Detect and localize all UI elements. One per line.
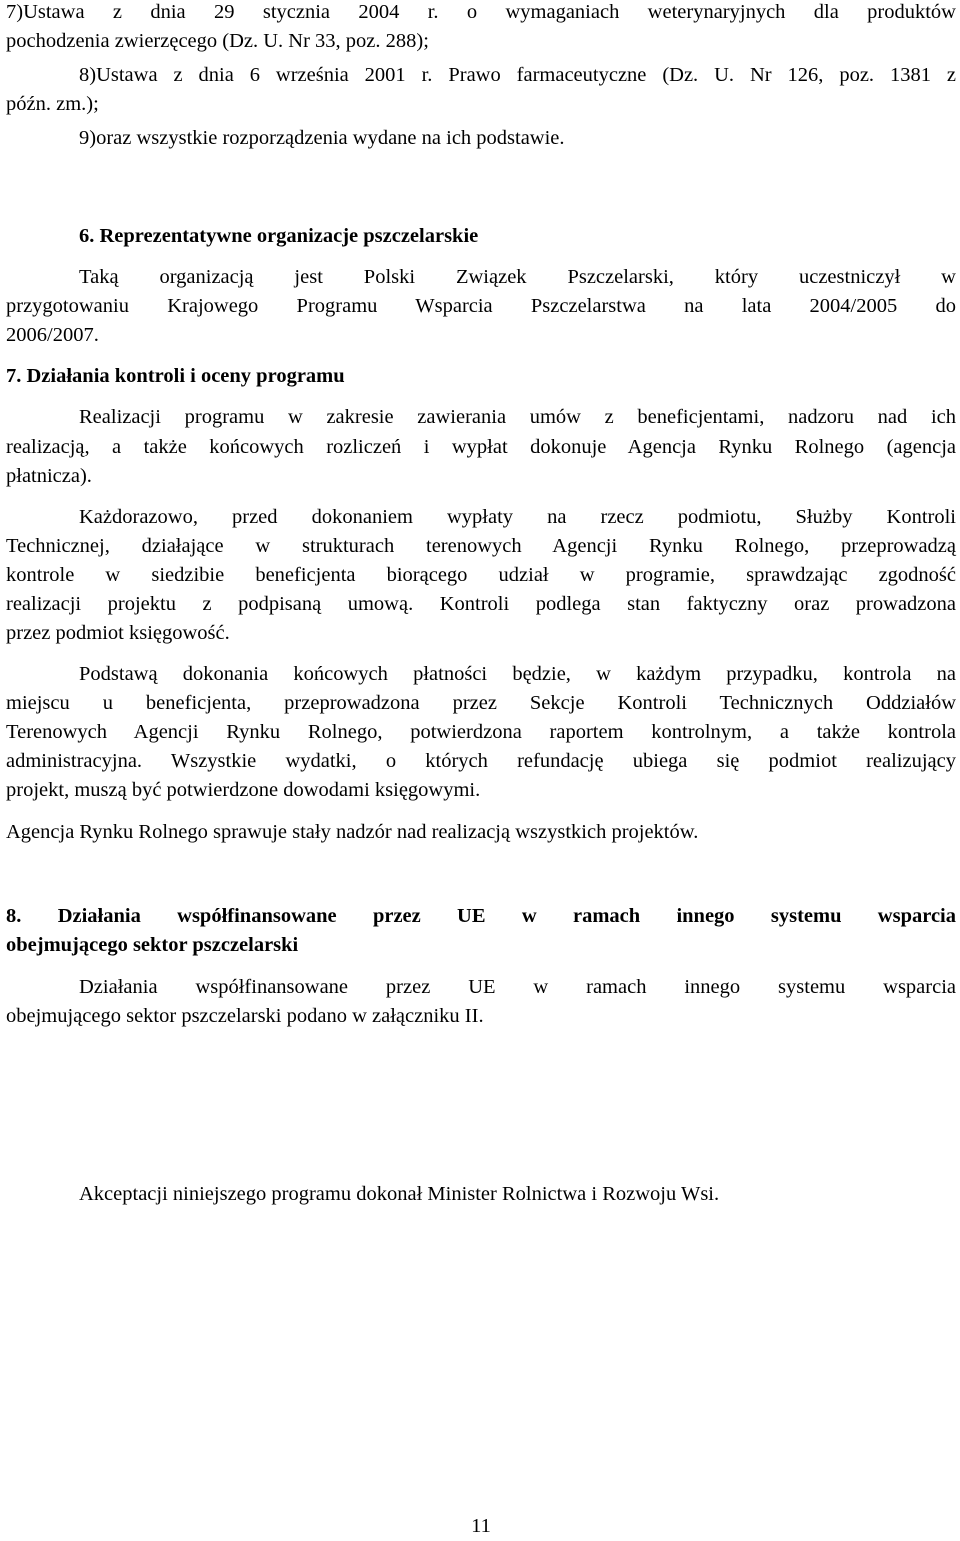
section-7-heading: 7. Działania kontroli i oceny programu: [6, 365, 345, 387]
section-7-paragraph-2-line-3: kontrole w siedzibie beneficjenta biorącego udział w programie, sprawdzając zgodność: [6, 564, 956, 586]
section-7-paragraph-1-line-2: realizacją, a także końcowych rozliczeń i wypłat dokonuje Agencja Rynku Rolnego (agencja: [6, 436, 956, 458]
page-number: 11: [471, 1515, 491, 1537]
closing-statement: Akceptacji niniejszego programu dokonał Minister Rolnictwa i Rozwoju Wsi.: [79, 1183, 720, 1205]
section-8-heading-line-1: 8. Działania współfinansowane przez UE w ramach innego systemu wsparcia: [6, 905, 956, 927]
list-item-8-line-2: późn. zm.);: [6, 93, 99, 115]
section-7-paragraph-1-line-3: płatnicza).: [6, 465, 92, 487]
section-6-heading: 6. Reprezentatywne organizacje pszczelarskie: [79, 225, 479, 247]
section-7-paragraph-2-line-1: Każdorazowo, przed dokonaniem wypłaty na rzecz podmiotu, Służby Kontroli: [79, 506, 956, 528]
section-7-paragraph-1-line-1: Realizacji programu w zakresie zawierania umów z beneficjentami, nadzoru nad ich: [79, 406, 956, 428]
section-7-paragraph-2-line-2: Technicznej, działające w strukturach terenowych Agencji Rynku Rolnego, przeprowadzą: [6, 535, 956, 557]
section-7-paragraph-2-line-4: realizacji projektu z podpisaną umową. Kontroli podlega stan faktyczny oraz prowadzona: [6, 593, 956, 615]
section-7-paragraph-3-line-2: miejscu u beneficjenta, przeprowadzona przez Sekcje Kontroli Technicznych Oddziałów: [6, 692, 956, 714]
section-7-paragraph-3-line-3: Terenowych Agencji Rynku Rolnego, potwierdzona raportem kontrolnym, a także kontrola: [6, 721, 956, 743]
list-item-7-line-1: 7)Ustawa z dnia 29 stycznia 2004 r. o wymaganiach weterynaryjnych dla produktów: [6, 1, 956, 23]
section-8-paragraph-line-1: Działania współfinansowane przez UE w ramach innego systemu wsparcia: [79, 976, 956, 998]
section-7-paragraph-3-line-1: Podstawą dokonania końcowych płatności będzie, w każdym przypadku, kontrola na: [79, 663, 956, 685]
section-7-paragraph-2-line-5: przez podmiot księgowość.: [6, 622, 230, 644]
section-8-heading-line-2: obejmującego sektor pszczelarski: [6, 934, 299, 956]
list-item-8-line-1: 8)Ustawa z dnia 6 września 2001 r. Prawo farmaceutyczne (Dz. U. Nr 126, poz. 1381 z: [79, 64, 956, 86]
section-6-paragraph-line-3: 2006/2007.: [6, 324, 99, 346]
section-7-paragraph-3-line-4: administracyjna. Wszystkie wydatki, o których refundację ubiega się podmiot realizujący: [6, 750, 956, 772]
section-6-paragraph-line-2: przygotowaniu Krajowego Programu Wsparcia Pszczelarstwa na lata 2004/2005 do: [6, 295, 956, 317]
list-item-9: 9)oraz wszystkie rozporządzenia wydane na ich podstawie.: [79, 127, 565, 149]
section-8-paragraph-line-2: obejmującego sektor pszczelarski podano w załączniku II.: [6, 1005, 484, 1027]
list-item-7-line-2: pochodzenia zwierzęcego (Dz. U. Nr 33, poz. 288);: [6, 30, 429, 52]
section-7-paragraph-4: Agencja Rynku Rolnego sprawuje stały nadzór nad realizacją wszystkich projektów.: [6, 821, 699, 843]
section-6-paragraph-line-1: Taką organizacją jest Polski Związek Pszczelarski, który uczestniczył w: [79, 266, 956, 288]
section-7-paragraph-3-line-5: projekt, muszą być potwierdzone dowodami księgowymi.: [6, 779, 481, 801]
